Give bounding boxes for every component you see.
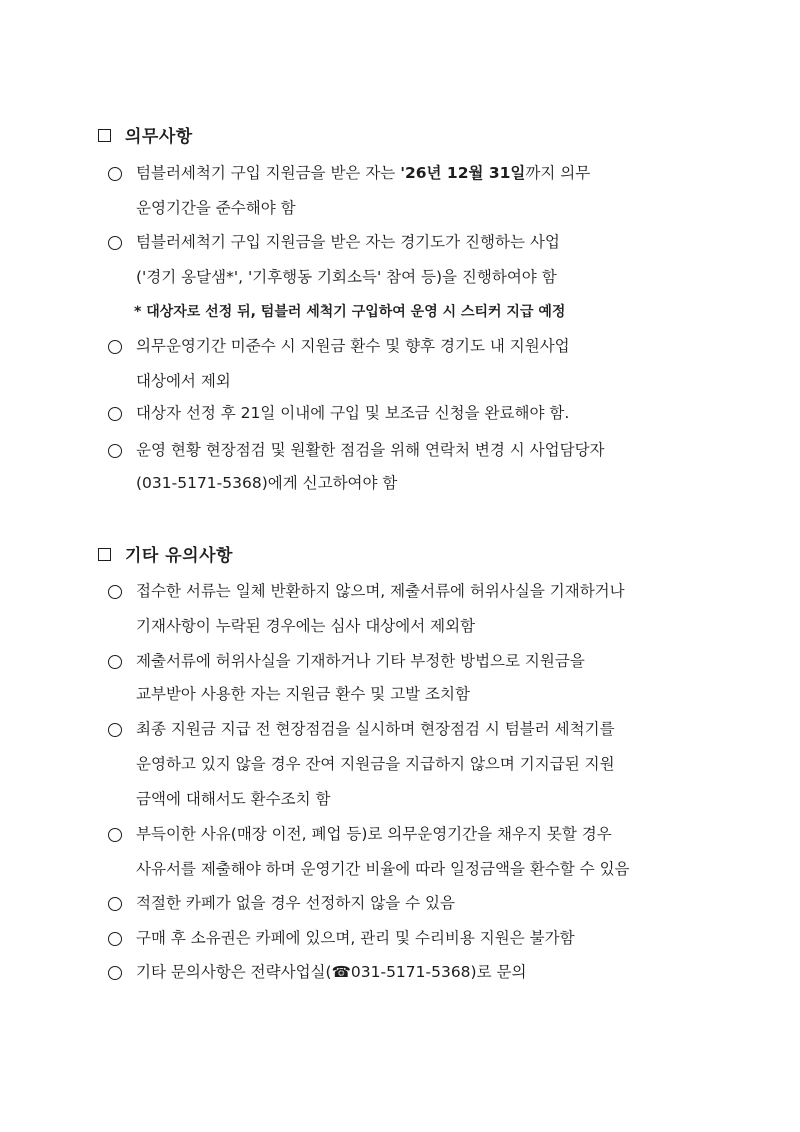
- item-line: 대상에서 제외: [136, 372, 231, 390]
- circle-bullet-icon: [108, 723, 122, 737]
- circle-bullet-icon: [108, 444, 122, 458]
- item-line: [136, 163, 590, 183]
- square-bullet-icon: [98, 548, 111, 561]
- section-heading-obligations: [98, 122, 193, 147]
- item-line: 제출서류에 허위사실을 기재하거나 기타 부정한 방법으로 지원금을: [136, 652, 585, 670]
- item-line: 대상자 선정 후 21일 이내에 구입 및 보조금 신청을 완료해야 함.: [136, 404, 570, 422]
- item-line: 운영기간을 준수해야 함: [136, 199, 296, 217]
- item-line: 텀블러세척기 구입 지원금을 받은 자는 경기도가 진행하는 사업: [136, 233, 560, 251]
- item-text: 까지 의무: [525, 164, 591, 182]
- section-heading-text: 의무사항: [125, 127, 193, 147]
- circle-bullet-icon: [108, 828, 122, 842]
- circle-bullet-icon: [108, 966, 122, 980]
- item-line: (031-5171-5368)에게 신고하여야 함: [136, 474, 398, 492]
- item-text: 텀블러세척기 구입 지원금을 받은 자는: [136, 164, 401, 182]
- item-line: 기타 문의사항은 전략사업실(☎031-5171-5368)로 문의: [136, 963, 527, 981]
- item-line: 구매 후 소유권은 카페에 있으며, 관리 및 수리비용 지원은 불가함: [136, 929, 575, 947]
- circle-bullet-icon: [108, 585, 122, 599]
- item-line: 최종 지원금 지급 전 현장점검을 실시하며 현장점검 시 텀블러 세척기를: [136, 720, 615, 738]
- item-line: 금액에 대해서도 환수조치 함: [136, 790, 331, 808]
- circle-bullet-icon: [108, 340, 122, 354]
- circle-bullet-icon: [108, 407, 122, 421]
- section-heading-text: 기타 유의사항: [125, 546, 233, 566]
- item-line: 교부받아 사용한 자는 지원금 환수 및 고발 조치함: [136, 685, 470, 703]
- circle-bullet-icon: [108, 167, 122, 181]
- circle-bullet-icon: [108, 655, 122, 669]
- item-line: 의무운영기간 미준수 시 지원금 환수 및 향후 경기도 내 지원사업: [136, 337, 570, 355]
- circle-bullet-icon: [108, 236, 122, 250]
- section-heading-other-notes: [98, 541, 233, 566]
- item-line: ('경기 옹달샘*', '기후행동 기회소득' 참여 등)을 진행하여야 함: [136, 268, 557, 286]
- item-line: 부득이한 사유(매장 이전, 폐업 등)로 의무운영기간을 채우지 못할 경우: [136, 825, 612, 843]
- item-line: 운영 현황 현장점검 및 원활한 점검을 위해 연락처 변경 시 사업담당자: [136, 441, 605, 459]
- circle-bullet-icon: [108, 897, 122, 911]
- item-line: 접수한 서류는 일체 반환하지 않으며, 제출서류에 허위사실을 기재하거나: [136, 582, 625, 600]
- deadline-date: '26년 12월 31일: [400, 164, 526, 182]
- item-line: 적절한 카페가 없을 경우 선정하지 않을 수 있음: [136, 894, 455, 912]
- item-line: 사유서를 제출해야 하며 운영기간 비율에 따라 일정금액을 환수할 수 있음: [136, 860, 630, 878]
- item-line: 기재사항이 누락된 경우에는 심사 대상에서 제외함: [136, 617, 476, 635]
- square-bullet-icon: [98, 129, 111, 142]
- footnote: * 대상자로 선정 뒤, 텀블러 세척기 구입하여 운영 시 스티커 지급 예정: [134, 304, 566, 320]
- item-line: 운영하고 있지 않을 경우 잔여 지원금을 지급하지 않으며 기지급된 지원: [136, 755, 615, 773]
- circle-bullet-icon: [108, 932, 122, 946]
